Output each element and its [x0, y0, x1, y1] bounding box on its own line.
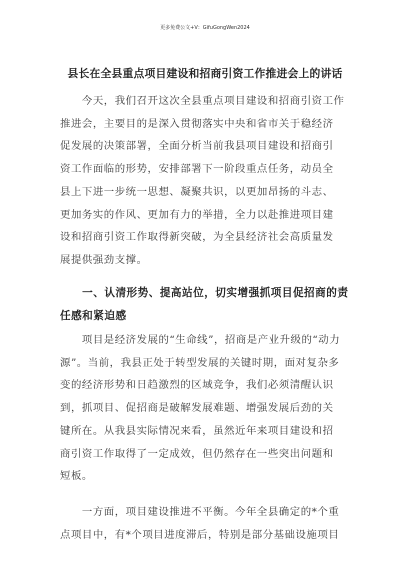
paragraph-line: 展提供强劲支撑。 — [60, 253, 148, 266]
paragraph-imbalance — [60, 501, 351, 546]
paragraph-project-importance — [60, 329, 351, 488]
paragraph-line: 短板。 — [60, 470, 93, 483]
paragraph-line: 到，抓项目、促招商是破解发展难题、增强发展后劲的关 — [60, 402, 334, 415]
section-heading-1 — [60, 282, 351, 327]
paragraph-line: 今天，我们召开这次全县重点项目建设和招商引资工作 — [60, 95, 345, 107]
paragraph-line: 资工作面临的形势，安排部署下一阶段重点任务，动员全 — [60, 163, 334, 176]
paragraph-line: 推进会，主要目的是深入贯彻落实中央和省市关于稳经济 — [60, 117, 334, 130]
paragraph-line: 键所在。从我县实际情况来看，虽然近年来项目建设和招 — [60, 424, 334, 437]
paragraph-line: 县上下进一步统一思想、凝聚共识，以更加昂扬的斗志、 — [60, 185, 334, 198]
paragraph-line: 源”。当前，我县正处于转型发展的关键时期，面对复杂多 — [60, 356, 340, 369]
paragraph-line: 更加务实的作风、更加有力的举措，全力以赴推进项目建 — [60, 208, 334, 221]
paragraph-line: 促发展的决策部署，全面分析当前我县项目建设和招商引 — [60, 140, 334, 153]
paragraph-line: 设和招商引资工作取得新突破，为全县经济社会高质量发 — [60, 231, 334, 244]
paragraph-line: 一方面，项目建设推进不平衡。今年全县确定的*个重 — [60, 506, 340, 518]
watermark-text: 更多免费公文+V：GifuGongWen2024 — [160, 25, 250, 31]
paragraph-intro — [60, 90, 351, 272]
paragraph-line: 变的经济形势和日趋激烈的区域竞争，我们必须清醒认识 — [60, 379, 334, 392]
document-title: 县长在全县重点项目建设和招商引资工作推进会上的讲话 — [67, 67, 343, 80]
paragraph-line: 项目是经济发展的“生命线”，招商是产业升级的“动力 — [60, 334, 341, 346]
heading-line: 任感和紧迫感 — [60, 309, 127, 322]
paragraph-line: 商引资工作取得了一定成效，但仍然存在一些突出问题和 — [60, 447, 334, 460]
paragraph-line: 点项目中，有*个项目进度滞后，特别是部分基础设施项目 — [60, 528, 340, 541]
heading-line: 一、认清形势、提高站位，切实增强抓项目促招商的责 — [60, 287, 349, 299]
